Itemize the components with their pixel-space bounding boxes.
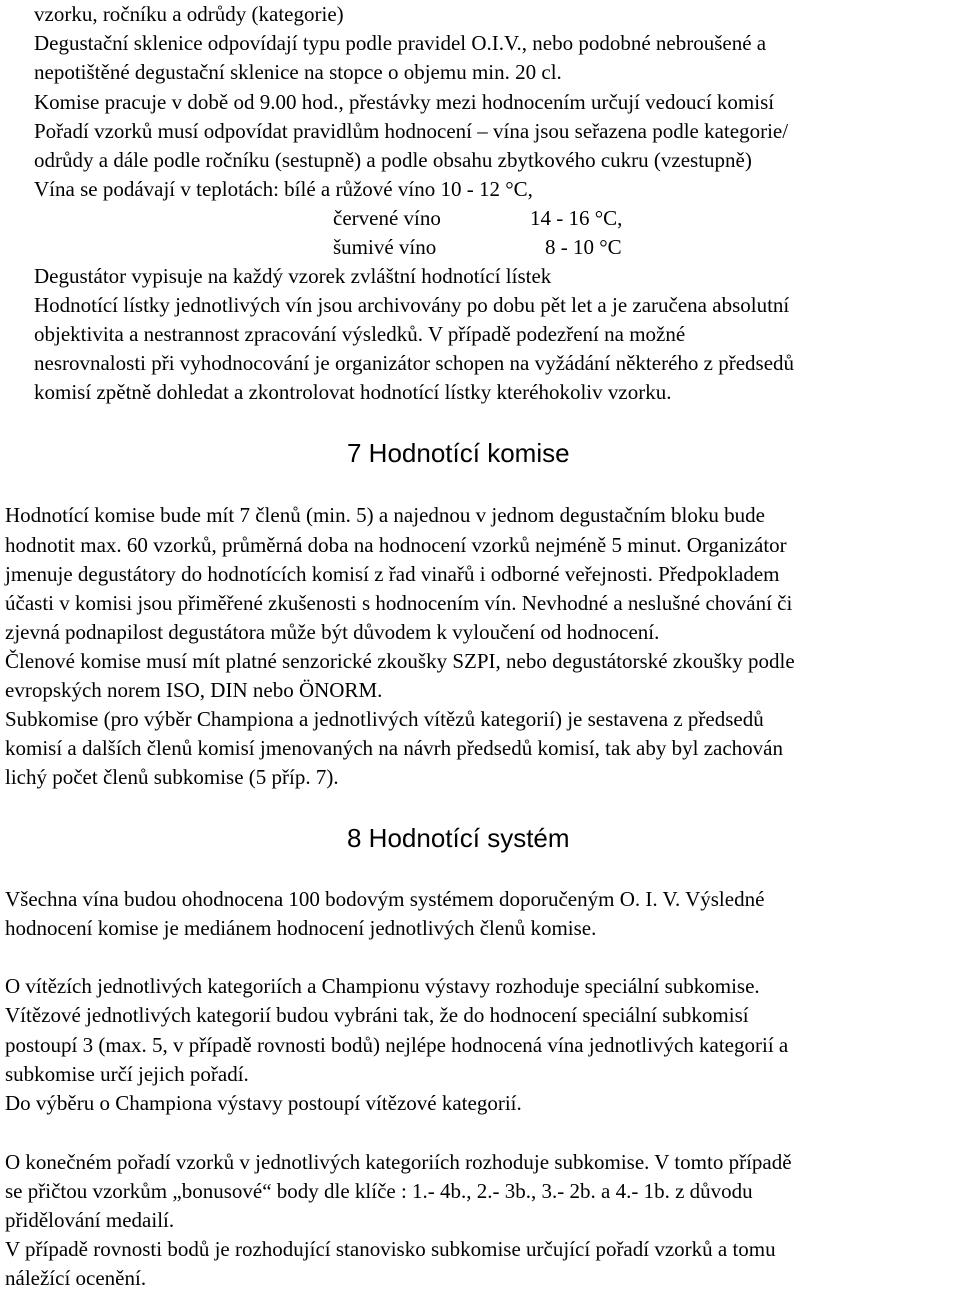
text-line: jmenuje degustátory do hodnotících komisí z řad vinařů i odborné veřejnosti. Předpokladem	[5, 562, 780, 586]
text-line: Degustátor vypisuje na každý vzorek zvláštní hodnotící lístek	[34, 264, 552, 288]
text-line: postoupí 3 (max. 5, v případě rovnosti bodů) nejlépe hodnocená vína jednotlivých kategorií a	[5, 1033, 789, 1057]
text-line: náležící ocenění.	[5, 1266, 147, 1290]
text-line: Subkomise (pro výběr Championa a jednotlivých vítězů kategorií) je sestavena z předsedů	[5, 707, 764, 731]
text-line: odrůdy a dále podle ročníku (sestupně) a podle obsahu zbytkového cukru (vzestupně)	[34, 148, 752, 172]
text-line: Hodnotící lístky jednotlivých vín jsou archivovány po dobu pět let a je zaručena absolutní	[34, 293, 790, 317]
text-line: Všechna vína budou ohodnocena 100 bodovým systémem doporučeným O. I. V. Výsledné	[5, 887, 765, 911]
text-line: lichý počet členů subkomise (5 příp. 7).	[5, 765, 339, 789]
text-line: hodnocení komise je mediánem hodnocení jednotlivých členů komise.	[5, 916, 597, 940]
text-line: vzorku, ročníku a odrůdy (kategorie)	[34, 2, 344, 26]
text-line: účasti v komisi jsou přiměřené zkušenosti s hodnocením vín. Nevhodné a neslušné chování či	[5, 591, 793, 615]
text-line: evropských norem ISO, DIN nebo ÖNORM.	[5, 678, 383, 702]
temperature-label: červené víno	[333, 206, 441, 230]
text-line: Komise pracuje v době od 9.00 hod., přestávky mezi hodnocením určují vedoucí komisí	[34, 90, 775, 114]
text-line: Hodnotící komise bude mít 7 členů (min. 5) a najednou v jednom degustačním bloku bude	[5, 503, 765, 527]
text-line: objektivita a nestrannost zpracování výsledků. V případě podezření na možné	[34, 322, 686, 346]
temperature-value: 8 - 10 °C	[545, 235, 622, 259]
text-line: Do výběru o Championa výstavy postoupí vítězové kategorií.	[5, 1091, 522, 1115]
text-line: zjevná podnapilost degustátora může být důvodem k vyloučení od hodnocení.	[5, 620, 660, 644]
text-line: V případě rovnosti bodů je rozhodující stanovisko subkomise určující pořadí vzorků a tomu	[5, 1237, 776, 1261]
text-line: hodnotit max. 60 vzorků, průměrná doba na hodnocení vzorků nejméně 5 minut. Organizátor	[5, 533, 787, 557]
text-line: subkomise určí jejich pořadí.	[5, 1062, 249, 1086]
text-line: nesrovnalosti při vyhodnocování je organizátor schopen na vyžádání některého z předsedů	[34, 351, 795, 375]
section-heading: 8 Hodnotící systém	[347, 823, 570, 853]
section-heading: 7 Hodnotící komise	[347, 438, 570, 468]
text-line: Degustační sklenice odpovídají typu podle pravidel O.I.V., nebo podobné nebroušené a	[34, 31, 767, 55]
text-line: Vítězové jednotlivých kategorií budou vybráni tak, že do hodnocení speciální subkomisí	[5, 1003, 749, 1027]
temperature-label: šumivé víno	[333, 235, 437, 259]
text-line: nepotištěné degustační sklenice na stopce o objemu min. 20 cl.	[34, 60, 562, 84]
temperature-value: 14 - 16 °C,	[530, 206, 623, 230]
text-line: Pořadí vzorků musí odpovídat pravidlům hodnocení – vína jsou seřazena podle kategorie/	[34, 119, 789, 143]
text-line: komisí a dalších členů komisí jmenovaných na návrh předsedů komisí, tak aby byl zachován	[5, 736, 783, 760]
text-line: Členové komise musí mít platné senzorické zkoušky SZPI, nebo degustátorské zkoušky podle	[5, 649, 795, 673]
text-line: přidělování medailí.	[5, 1208, 175, 1232]
text-line: komisí zpětně dohledat a zkontrolovat hodnotící lístky kteréhokoliv vzorku.	[34, 380, 672, 404]
text-line: Vína se podávají v teplotách: bílé a růžové víno 10 - 12 °C,	[34, 177, 533, 201]
text-line: O konečném pořadí vzorků v jednotlivých kategoriích rozhoduje subkomise. V tomto případě	[5, 1150, 792, 1174]
text-line: O vítězích jednotlivých kategoriích a Championu výstavy rozhoduje speciální subkomise.	[5, 974, 760, 998]
text-line: se přičtou vzorkům „bonusové“ body dle klíče : 1.- 4b., 2.- 3b., 3.- 2b. a 4.- 1b. z důvodu	[5, 1179, 753, 1203]
